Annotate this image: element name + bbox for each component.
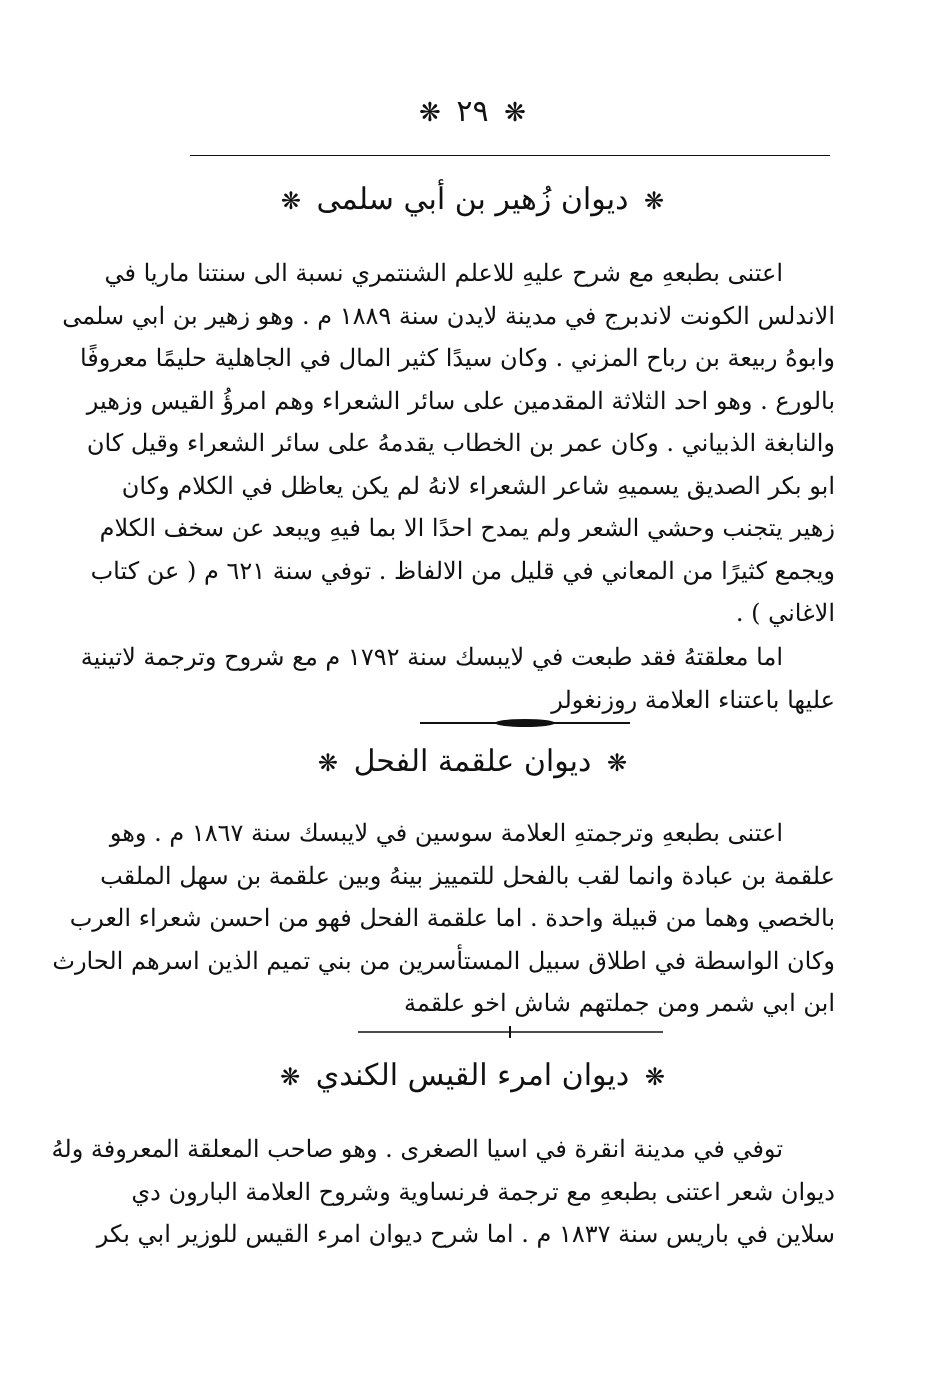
text-line: وابوهُ ربيعة بن رباح المزني . وكان سيدًا كثير المال في الجاهلية حليمًا معروفًا: [79, 344, 835, 372]
text-line: عليها باعتناء العلامة روزنغولر: [551, 685, 835, 714]
text-line: ابن ابي شمر ومن جملتهم شاش اخو علقمة: [403, 989, 835, 1017]
ornament-icon: ❋: [317, 749, 339, 777]
ornament-icon: ❋: [419, 98, 441, 128]
section-heading: [0, 1054, 945, 1099]
header-rule: [190, 155, 830, 156]
text-line: الاغاني ) .: [735, 599, 835, 627]
text-line: اعتنى بطبعهِ وترجمتهِ العلامة سوسين في لايبسك سنة ١٨٦٧ م . وهو: [109, 819, 783, 847]
section-title: ديوان علقمة الفحل: [353, 744, 592, 779]
text-line: والنابغة الذبياني . وكان عمر بن الخطاب يقدمهُ على سائر الشعراء وقيل كان: [86, 429, 835, 457]
section-title: ديوان زُهير بن أبي سلمى: [316, 182, 629, 217]
text-line: توفي في مدينة انقرة في اسيا الصغرى . وهو صاحب المعلقة المعروفة ولهُ: [51, 1135, 783, 1163]
text-line: وكان الواسطة في اطلاق سبيل المستأسرين من بني تميم الذين اسرهم الحارث: [52, 946, 835, 975]
section-heading: [0, 178, 945, 223]
text-line: زهير يتجنب وحشي الشعر ولم يمدح احدًا الا بما فيهِ ويبعد عن سخف الكلام: [99, 514, 835, 542]
ornament-icon: ❋: [504, 98, 526, 128]
ornament-icon: ❋: [280, 187, 301, 215]
paragraph: [80, 636, 835, 721]
ornament-icon: ❋: [644, 187, 665, 215]
text-line: علقمة بن عبادة وانما لقب بالفحل للتمييز بينهُ وبين علقمة بن سهل الملقب: [100, 861, 835, 890]
section-divider: [420, 716, 630, 726]
paragraph: [52, 812, 835, 1025]
text-line: ابو بكر الصديق يسميهِ شاعر الشعراء لانهُ لم يكن يعاظل في الكلام وكان: [121, 471, 835, 500]
text-line: اما معلقتهُ فقد طبعت في لايبسك سنة ١٧٩٢ م مع شروح وترجمة لاتينية: [80, 643, 783, 671]
text-line: بالورع . وهو احد الثلاثة المقدمين على سائر الشعراء وهم امرؤُ القيس وزهير: [86, 386, 835, 415]
text-line: سلاين في باريس سنة ١٨٣٧ م . اما شرح ديوان امرء القيس للوزير ابي بكر: [96, 1220, 835, 1248]
paragraph: [62, 252, 835, 635]
text-line: ديوان شعر اعتنى بطبعهِ مع ترجمة فرنساوية وشروح العلامة البارون دي: [131, 1177, 835, 1206]
ornament-icon: ❋: [280, 1063, 301, 1091]
ornament-icon: ❋: [644, 1063, 665, 1091]
section-heading: [0, 740, 945, 785]
text-line: بالخصي وهما من قبيلة واحدة . اما علقمة الفحل فهو من احسن شعراء العرب: [69, 904, 835, 932]
text-line: الاندلس الكونت لاندبرج في مدينة لايدن سنة ١٨٨٩ م . وهو زهير بن ابي سلمى: [62, 301, 835, 330]
ornament-icon: ❋: [606, 749, 628, 777]
text-line: اعتنى بطبعهِ مع شرح عليهِ للاعلم الشنتمري نسبة الى سنتنا ماريا في: [104, 259, 783, 287]
section-divider: [358, 1026, 663, 1036]
paragraph: [51, 1128, 835, 1256]
page-header: [0, 92, 945, 133]
text-line: ويجمع كثيرًا من المعاني في قليل من الالفاظ . توفي سنة ٦٢١ م ( عن كتاب: [90, 556, 835, 585]
section-title: ديوان امرء القيس الكندي: [315, 1058, 630, 1093]
page-number: ٢٩: [456, 94, 489, 129]
